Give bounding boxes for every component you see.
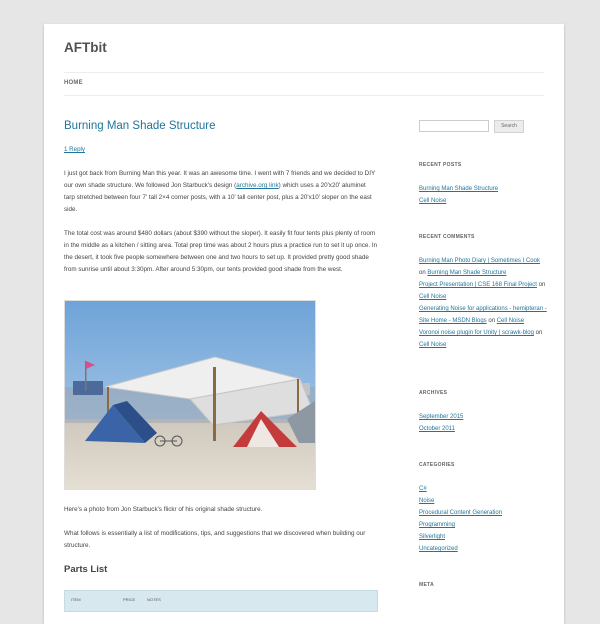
category-link[interactable]: C# xyxy=(419,486,427,492)
recent-comments-list xyxy=(419,255,547,351)
list-item xyxy=(419,543,547,555)
post-paragraph-cost: The total cost was around $480 dollars (about $390 without the sloper). It easily fit four tents plus plenty of room in the middle as a kitchen / sitting area. Total prep time was about 2 hours plus a practice run to set it up once. In the desert, it took five people somewhere between one and two hours to set up. It provided pretty good shade from sunrise until about 3:30pm. After around 5:30pm, our tents provided good shade from the west. xyxy=(64,230,378,273)
list-item xyxy=(419,411,547,423)
comment-post-link[interactable]: Cell Noise xyxy=(419,294,447,300)
list-item xyxy=(419,531,547,543)
list-item xyxy=(419,519,547,531)
comment-author-link[interactable]: Generating Noise for applications - hemipteran - Site Home - MSDN Blogs xyxy=(419,306,547,324)
list-item xyxy=(419,195,547,207)
archives-list xyxy=(419,411,547,435)
intro-text-start: I just got back from Burning Man this year. It was an awesome time. I went with 7 friends and we decided to DIY our own shade structure. We followed Jon Starbuck's design ( xyxy=(64,170,376,189)
list-item xyxy=(419,279,547,303)
comment-author-link[interactable]: Project Presentation | CSE 168 Final Project xyxy=(419,282,537,288)
recent-post-link[interactable]: Burning Man Shade Structure xyxy=(419,186,499,192)
category-link[interactable]: Procedural Content Generation xyxy=(419,510,503,516)
list-item xyxy=(419,183,547,195)
comment-on-text: on xyxy=(533,330,543,336)
category-link[interactable]: Uncategorized xyxy=(419,546,458,552)
post-paragraph-intro xyxy=(64,168,378,216)
recent-posts-list xyxy=(419,183,547,207)
search-input[interactable] xyxy=(419,120,489,132)
search-button[interactable]: Search xyxy=(494,120,524,133)
comment-on-text: on xyxy=(486,318,497,324)
list-item xyxy=(419,507,547,519)
list-item xyxy=(419,255,547,279)
site-title[interactable]: AFTbit xyxy=(64,40,107,55)
intro-text-end: ) which uses a 20'x20' aluminet tarp stretched between four 7' tall 2×4 corner posts, with a 10' tall center post, plus a 20'x10' sloper on the east side. xyxy=(64,182,372,213)
nav-item-home[interactable]: HOME xyxy=(64,80,83,86)
post-title[interactable]: Burning Man Shade Structure xyxy=(64,120,216,132)
comment-author-link[interactable]: Voronoi noise plugin for Unity | scrawk-blog xyxy=(419,330,534,336)
page-container xyxy=(44,24,564,624)
reply-link[interactable]: 1 Reply xyxy=(64,146,85,153)
table-header-price: PRICE xyxy=(123,597,136,602)
main-navigation xyxy=(64,72,544,96)
table-header-notes: NOTES xyxy=(147,597,161,602)
archives-title: ARCHIVES xyxy=(419,390,448,396)
parts-list-heading: Parts List xyxy=(64,564,108,575)
comment-on-text: on xyxy=(536,282,546,288)
archive-link[interactable]: archive.org link xyxy=(236,182,279,189)
list-item xyxy=(419,303,547,327)
shade-structure-photo[interactable] xyxy=(64,300,316,490)
comment-post-link[interactable]: Cell Noise xyxy=(419,342,447,348)
list-item xyxy=(419,423,547,435)
meta-title: META xyxy=(419,582,434,588)
comment-author-link[interactable]: Burning Man Photo Diary | Sometimes I Cook xyxy=(419,258,540,264)
recent-posts-title: RECENT POSTS xyxy=(419,162,462,168)
category-link[interactable]: Programming xyxy=(419,522,456,528)
post-paragraph-modifications: What follows is essentially a list of modifications, tips, and suggestions that we discovered when building our structure. xyxy=(64,530,366,549)
comment-post-link[interactable]: Cell Noise xyxy=(496,318,525,324)
list-item xyxy=(419,327,547,351)
parts-table-header xyxy=(64,590,378,612)
archive-month-link[interactable]: September 2015 xyxy=(419,414,464,420)
post-paragraph-photo-caption: Here's a photo from Jon Starbuck's flickr of his original shade structure. xyxy=(64,506,263,513)
comment-on-text: on xyxy=(419,270,428,276)
recent-comments-title: RECENT COMMENTS xyxy=(419,234,475,240)
table-header-item: ITEM xyxy=(71,597,81,602)
comment-post-link[interactable]: Burning Man Shade Structure xyxy=(427,270,507,276)
recent-post-link[interactable]: Cell Noise xyxy=(419,198,447,204)
list-item xyxy=(419,495,547,507)
category-link[interactable]: Noise xyxy=(419,498,435,504)
categories-title: CATEGORIES xyxy=(419,462,455,468)
archive-month-link[interactable]: October 2011 xyxy=(419,426,455,432)
list-item xyxy=(419,483,547,495)
categories-list xyxy=(419,483,547,555)
category-link[interactable]: Silverlight xyxy=(419,534,446,540)
